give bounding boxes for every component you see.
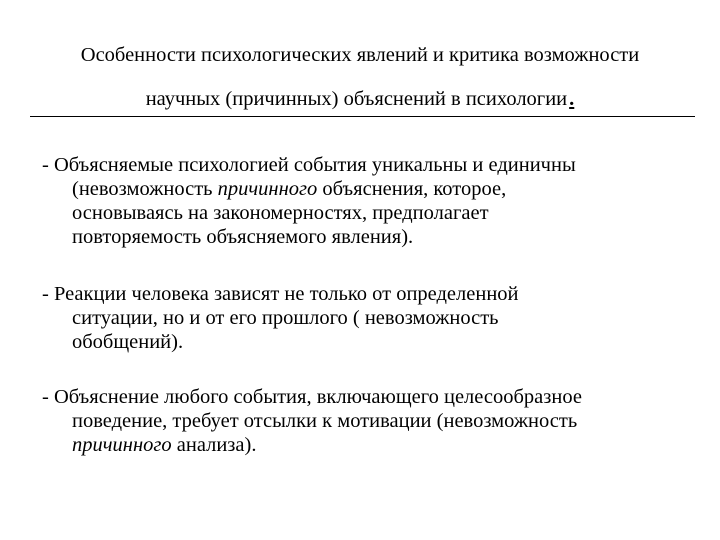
bullet-1-line-1: - Объясняемые психологией события уникальны и единичны [42,154,576,176]
bullet-3-line-2: поведение, требует отсылки к мотивации (невозможность [72,410,578,432]
bullet-3-line-1: - Объяснение любого события, включающего целесообразное [42,386,582,408]
bullet-1-line-4: повторяемость объясняемого явления). [72,226,414,248]
title-text-1: Особенности психологических явлений и критика возможности [80,44,640,66]
slide-title-line-2 [0,86,720,112]
bullet-3-text-b: анализа). [171,434,257,456]
bullet-item-3 [42,385,702,457]
bullet-1-line-3: основываясь на закономерностях, предполагает [72,202,489,224]
bullet-1-line-2 [42,177,702,201]
title-divider [30,116,695,117]
bullet-1-italic-term: причинного [217,178,318,200]
title-text-2: научных (причинных) объяснений в психологии [145,88,568,110]
bullet-2-line-1: - Реакции человека зависят не только от определенной [42,283,519,305]
slide-title-line-1 [0,42,720,68]
bullet-3-line-3 [42,433,702,457]
bullet-item-1 [42,153,702,249]
title-end-mark: . [569,88,575,110]
bullet-item-2 [42,282,702,354]
bullet-1-text-b: объяснения, которое, [317,178,507,200]
bullet-1-text-a: (невозможность [72,178,218,200]
bullet-2-line-3: обобщений). [72,331,184,353]
bullet-3-italic-term: причинного [72,434,172,456]
bullet-2-line-2: ситуации, но и от его прошлого ( невозможность [72,307,499,329]
